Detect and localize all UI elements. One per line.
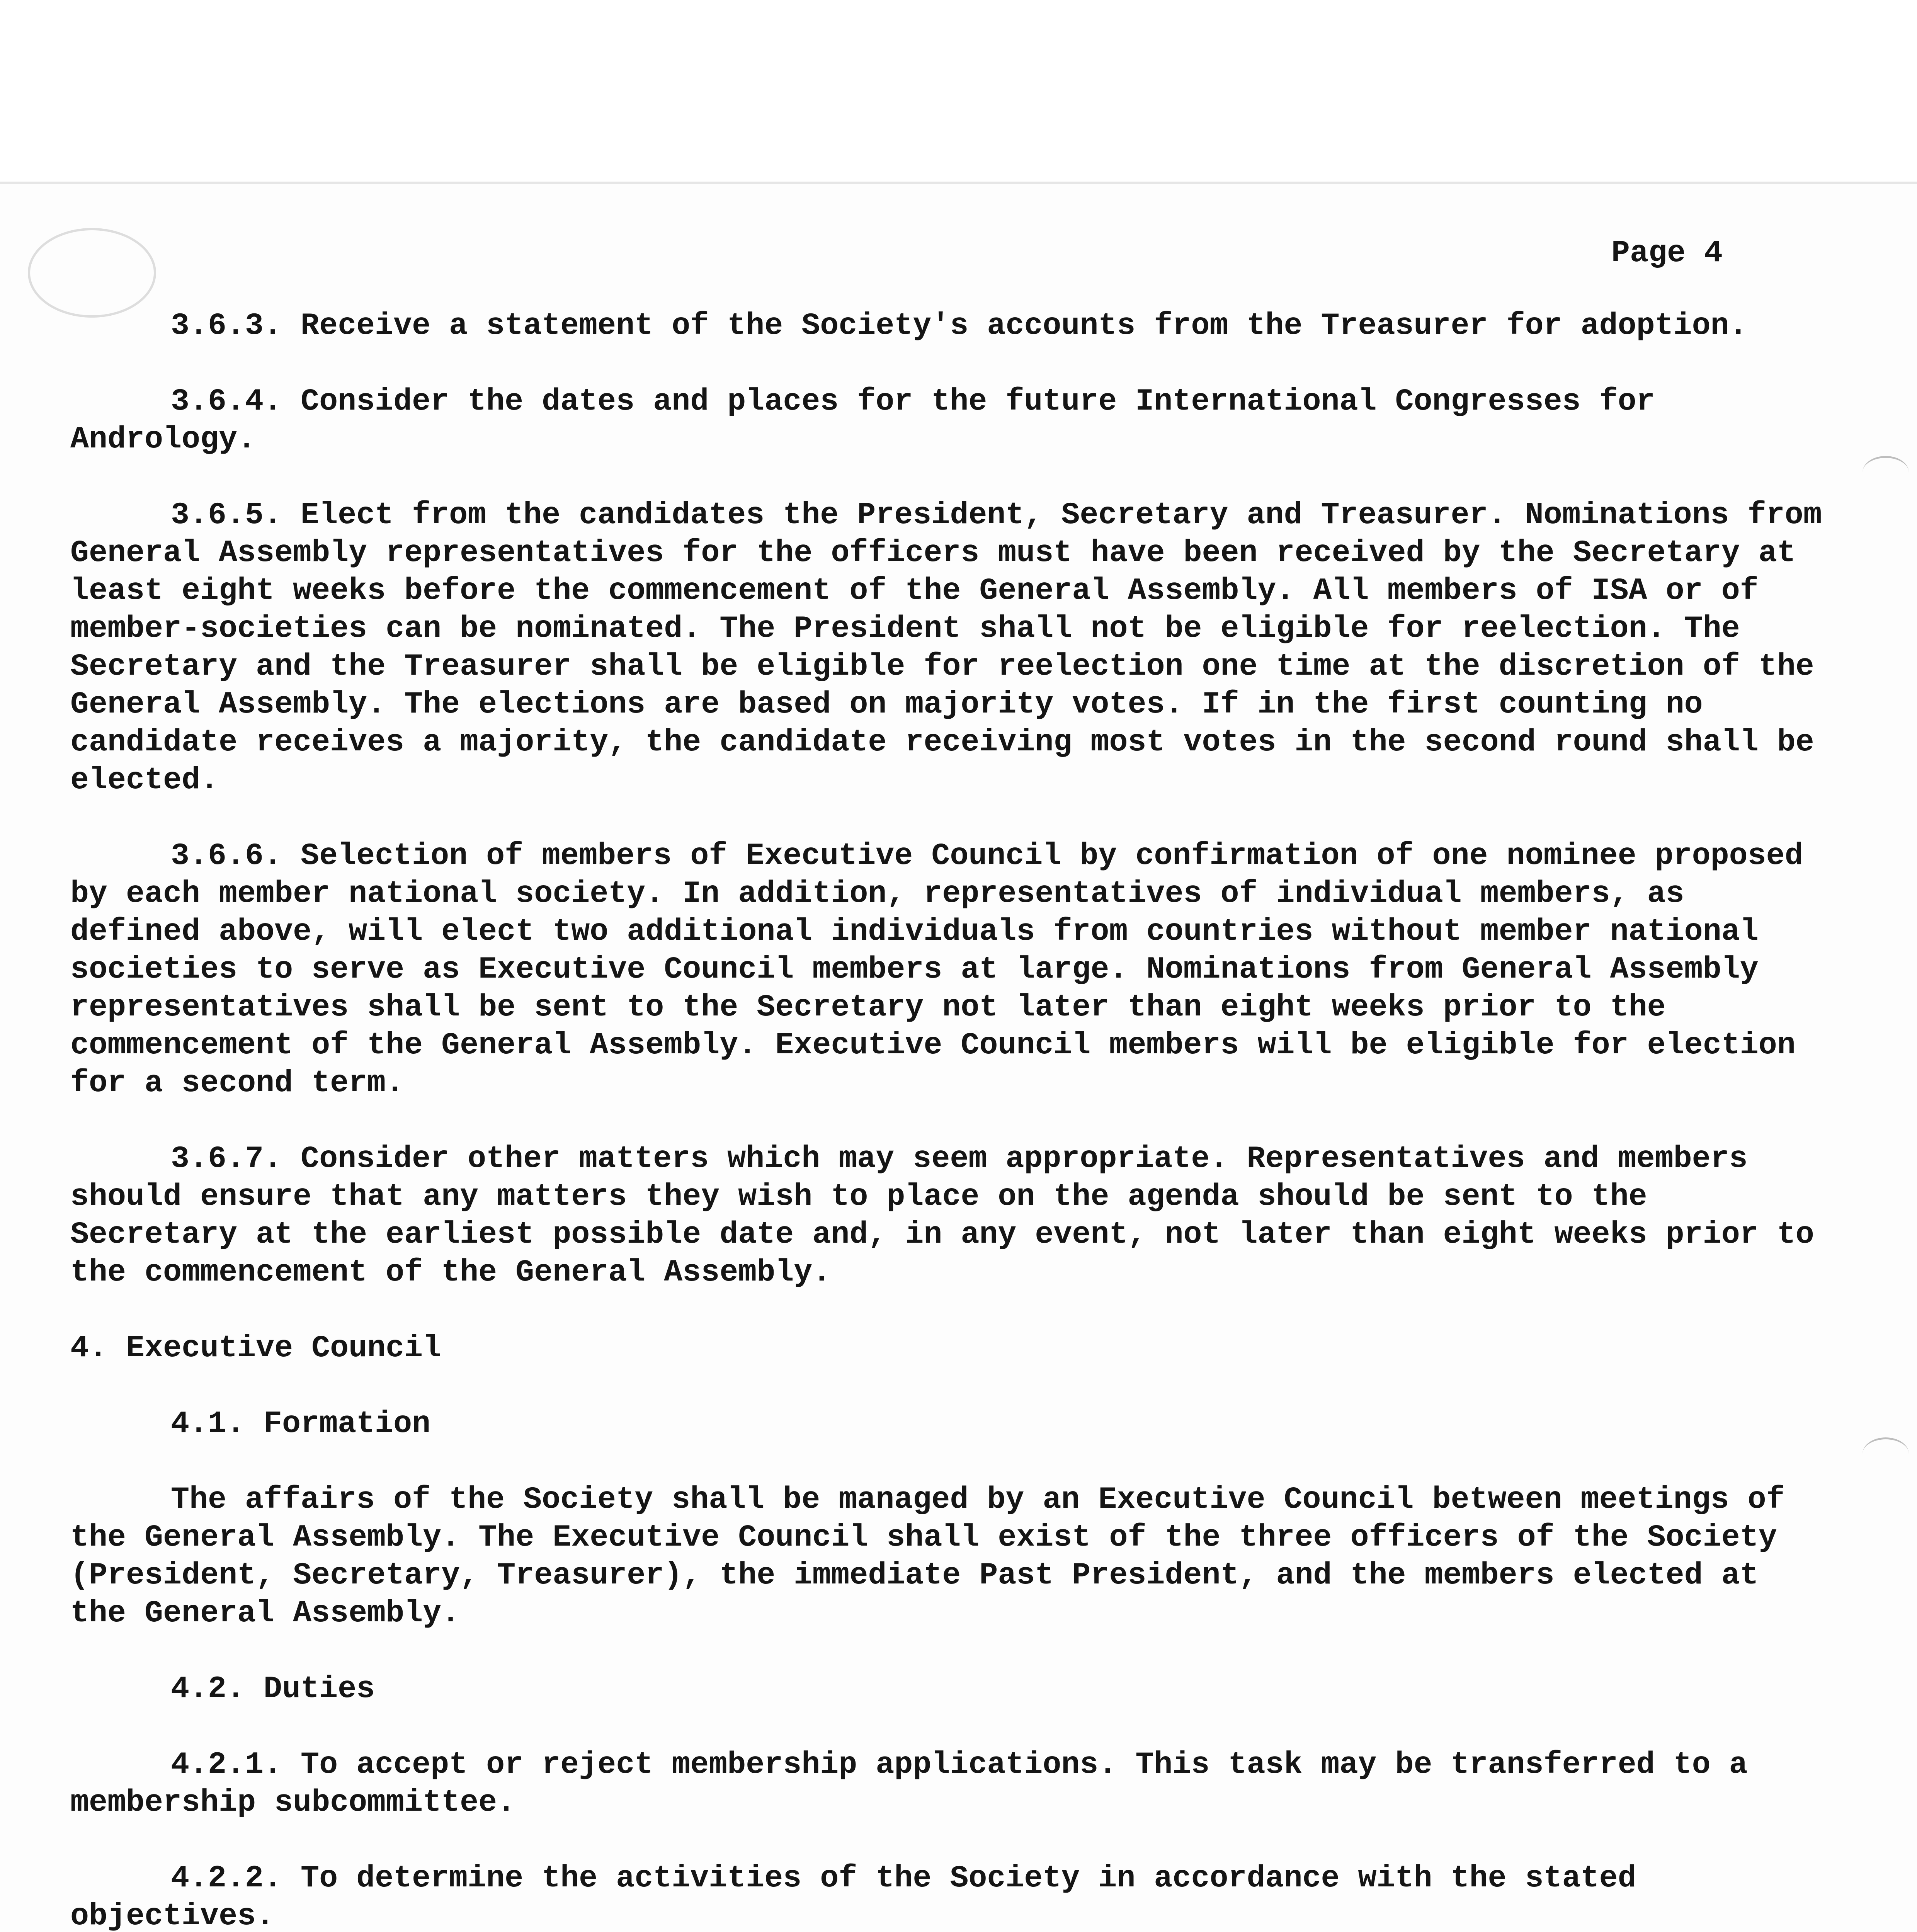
subsection-heading-formation: 4.1. Formation — [171, 1406, 431, 1442]
paragraph-text: 3.6.4. Consider the dates and places for the future International Congresses for Andrology. — [70, 384, 1655, 457]
paragraph-4-2-2 — [70, 1860, 1832, 1932]
paragraph-text: 4.2.2. To determine the activities of the Society in accordance with the stated objectives. — [70, 1861, 1636, 1932]
paragraph-3-6-6 — [70, 837, 1832, 1102]
section-heading-executive-council: 4. Executive Council — [70, 1331, 442, 1366]
paper-curl-mark — [1863, 1437, 1909, 1470]
paragraph-text: The affairs of the Society shall be managed by an Executive Council between meetings of the General Assembly. The Executive Council shall exist of the three officers of the Society (President, Secretary, Treasurer), the immediate Past President, and the members elected at the General Assembly. — [70, 1482, 1785, 1631]
subsection-heading-duties: 4.2. Duties — [171, 1672, 375, 1707]
paragraph-4-2-1 — [70, 1746, 1832, 1822]
paragraph-3-6-7 — [70, 1140, 1832, 1292]
scan-top-margin — [0, 0, 1917, 182]
paragraph-3-6-5 — [70, 497, 1832, 799]
paragraph-text: 3.6.6. Selection of members of Executive Council by confirmation of one nominee proposed by each member national society. In addition, representatives of individual members, as defined above, will elect two additional individuals from countries without member national societies to serve as Executive Council members at large. Nominations from General Assembly representatives shall be sent to the Secretary not later than eight weeks prior to the commencement of the General Assembly. Executive Council members will be eligible for election for a second term. — [70, 838, 1803, 1101]
paragraph-text: 4.2.1. To accept or reject membership applications. This task may be transferred to a membership subcommittee. — [70, 1747, 1748, 1820]
paragraph-3-6-3 — [70, 307, 1832, 345]
document-body — [70, 307, 1832, 1932]
paragraph-text: 3.6.5. Elect from the candidates the President, Secretary and Treasurer. Nominations from General Assembly representatives for the officers must have been received by the Secretary at least eight weeks before the commencement of the General Assembly. All members of ISA or of member-societies can be nominated. The President shall not be eligible for reelection. The Secretary and the Treasurer shall be eligible for reelection one time at the discretion of the General Assembly. The elections are based on majority votes. If in the first counting no candidate receives a majority, the candidate receiving most votes in the second round shall be elected. — [70, 498, 1822, 798]
paragraph-text: 3.6.3. Receive a statement of the Society's accounts from the Treasurer for adoption. — [171, 308, 1748, 344]
paragraph-formation — [70, 1481, 1832, 1633]
faint-stamp-mark — [28, 228, 156, 318]
scan-edge-line — [0, 182, 1917, 184]
paragraph-text: 3.6.7. Consider other matters which may seem appropriate. Representatives and members should ensure that any matters they wish to place on the agenda should be sent to the Secretary at the earliest possible date and, in any event, not later than eight weeks prior to the commencement of the General Assembly. — [70, 1141, 1814, 1290]
paragraph-3-6-4 — [70, 383, 1832, 459]
page-number: Page 4 — [1611, 236, 1723, 271]
paper-curl-mark — [1863, 456, 1909, 489]
